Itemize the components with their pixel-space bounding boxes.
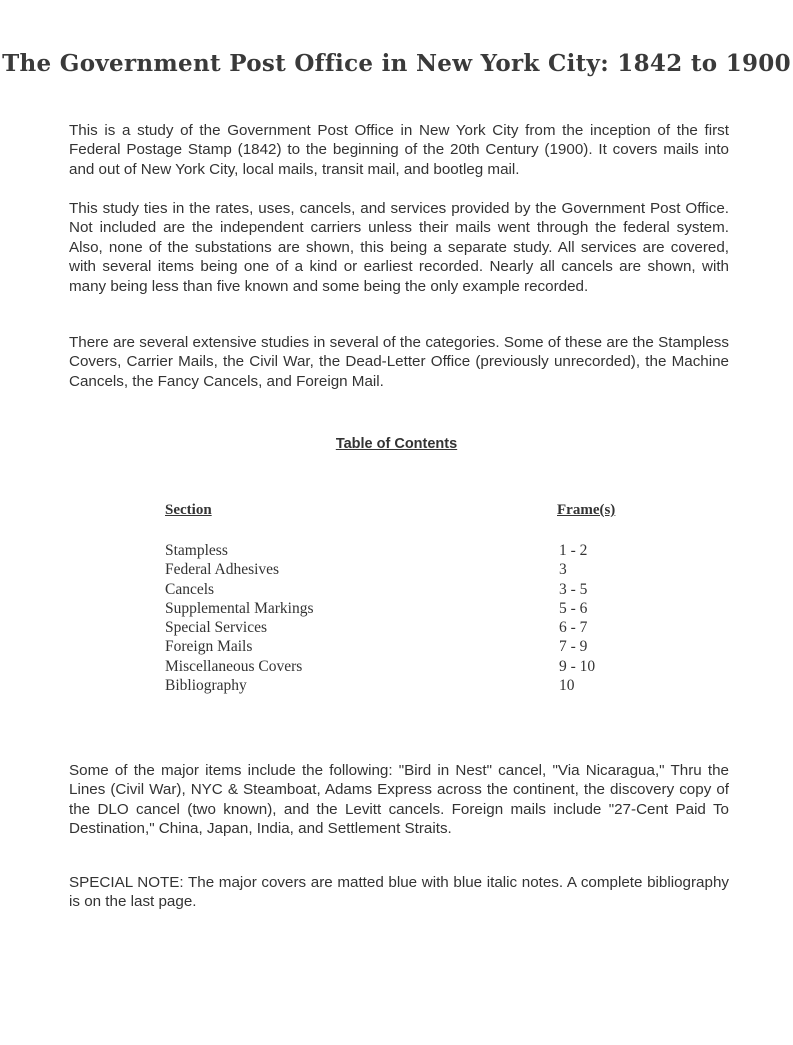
toc-row	[165, 618, 645, 637]
toc-title: Table of Contents	[335, 436, 458, 452]
toc-row	[165, 637, 645, 656]
toc-header-section: Section	[165, 502, 212, 518]
page-title: The Government Post Office in New York City: 1842 to 1900	[2, 50, 791, 77]
table-of-contents	[165, 502, 645, 695]
toc-row	[165, 676, 645, 695]
toc-frames: 5 - 6	[559, 599, 588, 617]
toc-row	[165, 541, 645, 560]
intro-paragraph: This is a study of the Government Post Office in New York City from the inception of the first Federal Postage Stamp (1842) to the beginning of the 20th Century (1900). It covers mails into and out of New York City, local mails, transit mail, and bootleg mail.	[69, 122, 729, 178]
scope-paragraph: This study ties in the rates, uses, cancels, and services provided by the Government Post Office. Not included are the independent carriers unless their mails went through the federal system. Also, none of the substations are shown, this being a separate study. All services are covered, with several items being one of a kind or earliest recorded. Nearly all cancels are shown, with many being less than five known and some being the only example recorded.	[69, 200, 729, 295]
toc-section: Federal Adhesives	[165, 561, 280, 579]
toc-header-frames: Frame(s)	[557, 502, 616, 518]
toc-frames: 9 - 10	[559, 657, 596, 675]
toc-section: Special Services	[165, 619, 268, 637]
toc-section: Stampless	[165, 542, 228, 559]
toc-row	[165, 560, 645, 579]
toc-row	[165, 657, 645, 676]
major-items-paragraph: Some of the major items include the following: "Bird in Nest" cancel, "Via Nicaragua," Thru the Lines (Civil War), NYC & Steamboat, Adams Express across the continent, the discovery copy of the DLO cancel (two known), and the Levitt cancels. Foreign mails include "27-Cent Paid To Destination," China, Japan, India, and Settlement Straits.	[69, 762, 729, 838]
toc-frames: 3	[559, 561, 567, 579]
toc-row	[165, 599, 645, 618]
toc-rows	[165, 541, 645, 695]
toc-row	[165, 580, 645, 599]
studies-paragraph: There are several extensive studies in several of the categories. Some of these are the Stampless Covers, Carrier Mails, the Civil War, the Dead-Letter Office (previously unrecorded), the Machine Cancels, the Fancy Cancels, and Foreign Mail.	[69, 334, 729, 390]
special-note-paragraph: SPECIAL NOTE: The major covers are matted blue with blue italic notes. A complete bibliography is on the last page.	[69, 874, 729, 911]
toc-frames: 7 - 9	[559, 638, 588, 656]
toc-frames: 3 - 5	[559, 580, 588, 598]
toc-section: Cancels	[165, 580, 215, 598]
toc-frames: 1 - 2	[559, 542, 588, 559]
toc-section: Miscellaneous Covers	[165, 657, 303, 675]
toc-section: Foreign Mails	[165, 638, 253, 656]
toc-frames: 10	[559, 677, 575, 695]
toc-frames: 6 - 7	[559, 619, 588, 637]
toc-section: Supplemental Markings	[165, 599, 314, 617]
toc-header-row	[165, 502, 645, 522]
toc-section: Bibliography	[165, 677, 247, 695]
